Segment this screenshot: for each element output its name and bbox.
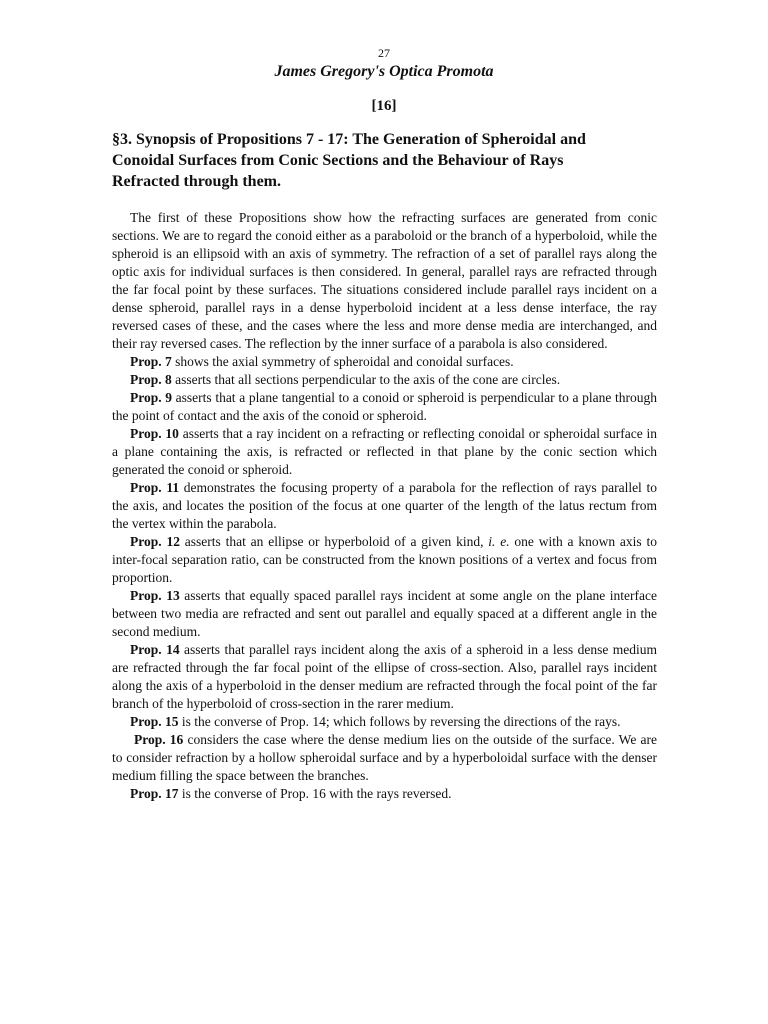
prop-entry bbox=[112, 731, 657, 785]
prop-entry bbox=[112, 425, 657, 479]
prop-entry bbox=[112, 641, 657, 713]
prop-entry bbox=[112, 371, 657, 389]
prop-label: Prop. 15 bbox=[130, 714, 179, 729]
prop-entry bbox=[112, 353, 657, 371]
prop-text: asserts that a plane tangential to a conoid or spheroid is perpendicular to a plane through the point of contact and the axis of the conoid or spheroid. bbox=[112, 390, 657, 423]
prop-text: asserts that equally spaced parallel rays incident at some angle on the plane interface between two media are refracted and sent out parallel and equally spaced at a different angle in the second medium. bbox=[112, 588, 657, 639]
heading-line: §3. Synopsis of Propositions 7 - 17: The Generation of Spheroidal and bbox=[112, 131, 586, 148]
prop-text: asserts that an ellipse or hyperboloid of a given kind, bbox=[179, 534, 489, 549]
prop-label: Prop. 8 bbox=[130, 372, 172, 387]
section-body bbox=[112, 209, 657, 803]
prop-text: is the converse of Prop. 16 with the rays reversed. bbox=[178, 786, 452, 801]
heading-line: Refracted through them. bbox=[112, 173, 282, 190]
prop-text: asserts that a ray incident on a refracting or reflecting conoidal or spheroidal surface in a plane containing the axis, is refracted or reflected in that plane by the conic section which generated the conoid or spheroid. bbox=[112, 426, 657, 477]
prop-entry bbox=[112, 479, 657, 533]
prop-entry bbox=[112, 389, 657, 425]
prop-label: Prop. 14 bbox=[130, 642, 180, 657]
prop-label: Prop. 9 bbox=[130, 390, 173, 405]
prop-text: asserts that parallel rays incident along the axis of a spheroid in a less dense medium are refracted through the far focal point of the ellipse of cross-section. Also, parallel rays incident along the axis of a hyperboloid in the denser medium are refracted through the focal point of the far branch of the hyperboloid of cross-section in the rarer medium. bbox=[112, 642, 657, 711]
section-heading bbox=[112, 129, 652, 192]
prop-text: considers the case where the dense medium lies on the outside of the surface. We are to consider refraction by a hollow spheroidal surface and by a hyperboloidal surface with the denser medium filling the space between the branches. bbox=[112, 732, 657, 783]
bracket-number: [16] bbox=[371, 98, 397, 114]
prop-text: shows the axial symmetry of spheroidal and conoidal surfaces. bbox=[171, 354, 514, 369]
prop-text: one with a known axis to inter-focal separation ratio, can be constructed from the known positions of a vertex and focus from proportion. bbox=[112, 534, 657, 585]
prop-label: Prop. 12 bbox=[130, 534, 180, 549]
prop-label: Prop. 10 bbox=[130, 426, 179, 441]
prop-label: Prop. 7 bbox=[130, 354, 172, 369]
intro-paragraph: The first of these Propositions show how the refracting surfaces are generated from conic sections. We are to regard the conoid either as a paraboloid or the branch of a hyperboloid, while the spheroid is an ellipsoid with an axis of symmetry. The refraction of a set of parallel rays along the optic axis for individual surfaces is then considered. In general, parallel rays are refracted through the far focal point by these surfaces. The situations considered include parallel rays incident on a dense spheroid, parallel rays in a dense hyperboloid incident at a less dense interface, the ray reversed cases of these, and the cases where the less and more dense media are interchanged, and their ray reversed cases. The reflection by the inner surface of a parabola is also considered. bbox=[112, 210, 657, 351]
page-number: 27 bbox=[378, 46, 390, 60]
heading-line: Conoidal Surfaces from Conic Sections and the Behaviour of Rays bbox=[112, 152, 564, 169]
prop-entry bbox=[112, 533, 657, 587]
running-title: James Gregory's Optica Promota bbox=[274, 63, 494, 80]
prop-text-italic: i. e. bbox=[488, 534, 510, 549]
prop-entry bbox=[112, 785, 657, 803]
prop-entry bbox=[112, 713, 657, 731]
prop-text: is the converse of Prop. 14; which follows by reversing the directions of the rays. bbox=[178, 714, 621, 729]
prop-label: Prop. 13 bbox=[130, 588, 180, 603]
prop-label: Prop. 11 bbox=[130, 480, 180, 495]
prop-label: Prop. 16 bbox=[134, 732, 184, 747]
prop-entry bbox=[112, 587, 657, 641]
prop-text: asserts that all sections perpendicular to the axis of the cone are circles. bbox=[171, 372, 561, 387]
prop-label: Prop. 17 bbox=[130, 786, 179, 801]
prop-text: demonstrates the focusing property of a parabola for the reflection of rays parallel to the axis, and locates the position of the focus at one quarter of the length of the latus rectum from the vertex within the parabola. bbox=[112, 480, 657, 531]
